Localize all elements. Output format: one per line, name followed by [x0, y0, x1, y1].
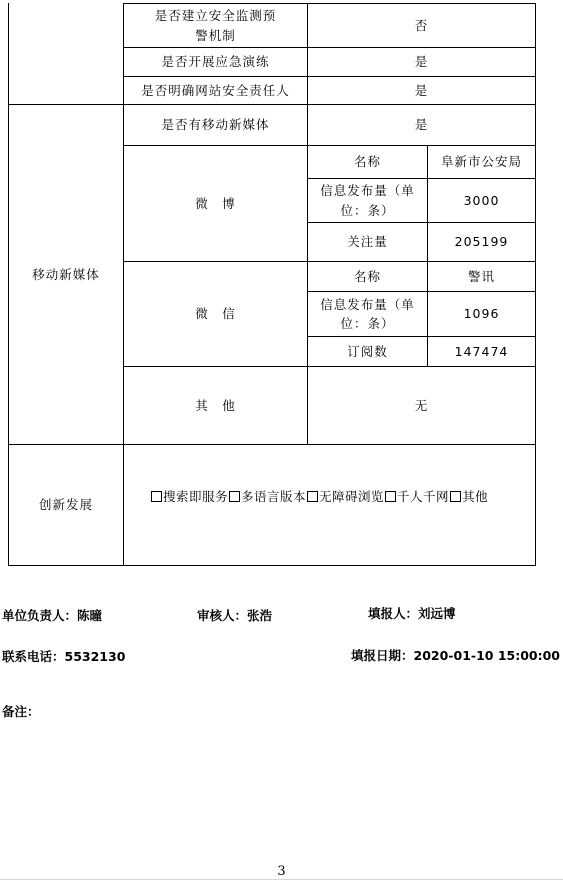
- note: [2, 702, 40, 720]
- date-label: 填报日期：: [351, 648, 414, 663]
- date-value: 2020-01-10 15:00:00: [413, 648, 561, 663]
- unit-head-value: 陈曈: [77, 608, 103, 623]
- page-number: 3: [277, 864, 286, 879]
- weibo-followers-value: 205199: [454, 234, 509, 250]
- checkbox-other[interactable]: [450, 491, 461, 502]
- option-personalized: 千人千网: [397, 489, 450, 504]
- section-innovation: 创新发展: [38, 497, 93, 513]
- weibo-followers-label: 关注量: [347, 234, 388, 250]
- emergency-drill-value: 是: [414, 54, 429, 70]
- weibo-label: 微 博: [195, 195, 236, 211]
- option-search-service: 搜索即服务: [163, 489, 229, 504]
- checkbox-personalized[interactable]: [385, 491, 396, 502]
- weibo-posts-label: 信息发布量（单位：条）: [320, 183, 415, 218]
- wechat-name-value: 警讯: [467, 268, 495, 284]
- wechat-subs-value: 147474: [454, 343, 509, 359]
- option-accessibility: 无障碍浏览: [319, 489, 385, 504]
- innovation-options: [150, 487, 488, 505]
- has-mobile-media-value: 是: [414, 117, 429, 133]
- other-media-label: 其 他: [195, 397, 236, 413]
- security-responsible-label: 是否明确网站安全责任人: [141, 82, 290, 98]
- emergency-drill-label: 是否开展应急演练: [161, 54, 270, 70]
- wechat-name-label: 名称: [353, 268, 381, 284]
- wechat-posts-label: 信息发布量（单位：条）: [320, 296, 415, 331]
- weibo-name-label: 名称: [353, 154, 381, 170]
- option-other: 其他: [462, 489, 489, 504]
- reviewer-label: 审核人：: [197, 608, 248, 623]
- weibo-name-value: 阜新市公安局: [440, 154, 522, 170]
- section-mobile-media: 移动新媒体: [32, 266, 100, 282]
- phone-value: 5532130: [64, 649, 126, 664]
- phone-label: 联系电话：: [2, 649, 65, 664]
- other-media-value: 无: [414, 397, 429, 413]
- wechat-label: 微 信: [195, 306, 236, 322]
- security-responsible-value: 是: [414, 82, 429, 98]
- checkbox-accessibility[interactable]: [307, 491, 318, 502]
- weibo-posts-value: 3000: [463, 192, 500, 208]
- reviewer-value: 张浩: [247, 608, 273, 623]
- warning-mechanism-label: 是否建立安全监测预警机制: [154, 8, 277, 43]
- fill-date: [351, 646, 560, 664]
- contact-phone: [2, 647, 125, 665]
- reviewer: [197, 606, 272, 624]
- note-label: 备注：: [2, 704, 40, 719]
- unit-head: [2, 606, 102, 624]
- filler: [368, 604, 456, 622]
- page-bottom-rule: [0, 879, 563, 880]
- checkbox-search-service[interactable]: [151, 491, 162, 502]
- wechat-subs-label: 订阅数: [347, 343, 388, 359]
- wechat-posts-value: 1096: [463, 306, 500, 322]
- option-multilingual: 多语言版本: [241, 489, 307, 504]
- has-mobile-media-label: 是否有移动新媒体: [161, 117, 270, 133]
- unit-head-label: 单位负责人：: [2, 608, 78, 623]
- checkbox-multilingual[interactable]: [229, 491, 240, 502]
- warning-mechanism-value: 否: [414, 17, 429, 33]
- filler-value: 刘远博: [418, 606, 456, 621]
- filler-label: 填报人：: [368, 606, 419, 621]
